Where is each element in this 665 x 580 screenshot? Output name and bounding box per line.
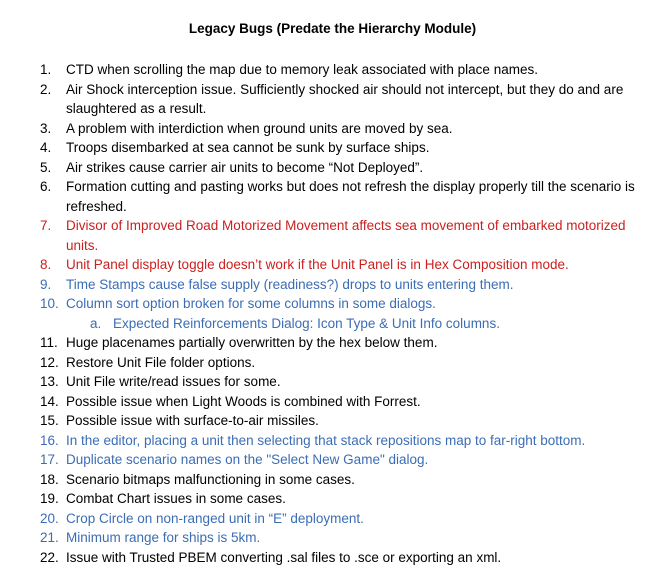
list-item xyxy=(0,372,665,392)
item-text: Possible issue when Light Woods is combined with Forrest. xyxy=(66,393,421,409)
item-number: 14. xyxy=(40,393,59,409)
item-text: A problem with interdiction when ground units are moved by sea. xyxy=(66,120,453,136)
list-item xyxy=(0,275,665,295)
list-item xyxy=(0,80,665,119)
item-text: Huge placenames partially overwritten by the hex below them. xyxy=(66,335,438,350)
list-item xyxy=(0,509,665,529)
item-text: Duplicate scenario names on the "Select New Game" dialog. xyxy=(66,452,429,467)
item-number: 18. xyxy=(40,471,59,487)
list-item xyxy=(0,470,665,490)
item-number: 11. xyxy=(40,335,58,350)
item-number: 12. xyxy=(40,354,59,370)
item-number: 3. xyxy=(40,120,52,136)
item-number: 4. xyxy=(40,140,52,155)
item-text: Unit File write/read issues for some. xyxy=(66,374,281,389)
item-text: Formation cutting and pasting works but does not refresh the display properly till the scenario is refreshed. xyxy=(66,179,635,214)
list-item xyxy=(0,158,665,178)
list-item xyxy=(0,548,665,568)
item-text: Possible issue with surface-to-air missiles. xyxy=(66,413,319,428)
list-item xyxy=(0,138,665,158)
list-item xyxy=(0,431,665,451)
item-text: Issue with Trusted PBEM converting .sal files to .sce or exporting an xml. xyxy=(66,549,502,565)
item-number: 5. xyxy=(40,159,52,175)
item-text: Restore Unit File folder options. xyxy=(66,354,256,370)
list-item xyxy=(0,353,665,373)
item-text: Time Stamps cause false supply (readiness?) drops to units entering them. xyxy=(66,276,514,292)
item-text: Crop Circle on non-ranged unit in “E” deployment. xyxy=(66,510,364,526)
item-number: 19. xyxy=(40,491,59,506)
item-text: Column sort option broken for some columns in some dialogs. xyxy=(66,296,436,311)
list-item xyxy=(0,450,665,470)
item-text: Air strikes cause carrier air units to become “Not Deployed”. xyxy=(66,159,424,175)
item-number: 20. xyxy=(40,510,59,526)
item-number: 15. xyxy=(40,413,59,428)
item-text: Air Shock interception issue. Sufficiently shocked air should not intercept, but they do and are slaughtered as a result. xyxy=(66,81,624,116)
item-text: CTD when scrolling the map due to memory leak associated with place names. xyxy=(66,62,538,77)
list-item xyxy=(0,528,665,548)
list-item xyxy=(0,392,665,412)
item-text: Divisor of Improved Road Motorized Movement affects sea movement of embarked motorized units. xyxy=(66,218,626,253)
item-number: 10. xyxy=(40,296,59,311)
list-item xyxy=(0,216,665,255)
item-text: Scenario bitmaps malfunctioning in some cases. xyxy=(66,471,355,487)
item-number: 17. xyxy=(40,452,59,467)
item-number: 7. xyxy=(40,218,52,233)
item-number: 1. xyxy=(40,62,52,77)
item-text: Combat Chart issues in some cases. xyxy=(66,491,286,506)
item-number: 16. xyxy=(40,432,59,448)
item-number: 8. xyxy=(40,257,52,272)
item-text: Troops disembarked at sea cannot be sunk by surface ships. xyxy=(66,140,430,155)
item-text: In the editor, placing a unit then selecting that stack repositions map to far-right bottom. xyxy=(66,432,586,448)
list-item xyxy=(0,411,665,431)
sub-list-item xyxy=(0,314,665,334)
sub-item-letter: a. xyxy=(90,315,102,331)
sub-item-text: Expected Reinforcements Dialog: Icon Type & Unit Info columns. xyxy=(113,315,500,331)
item-number: 13. xyxy=(40,374,59,389)
item-number: 6. xyxy=(40,179,52,194)
list-item xyxy=(0,489,665,509)
item-text: Unit Panel display toggle doesn’t work if the Unit Panel is in Hex Composition mode. xyxy=(66,257,569,272)
item-text: Minimum range for ships is 5km. xyxy=(66,530,261,545)
item-number: 22. xyxy=(40,549,59,565)
list-item xyxy=(0,119,665,139)
bug-list xyxy=(0,60,665,567)
list-item xyxy=(0,255,665,275)
document-title: Legacy Bugs (Predate the Hierarchy Module) xyxy=(188,21,477,36)
list-item xyxy=(0,333,665,353)
list-item xyxy=(0,177,665,216)
item-number: 21. xyxy=(40,530,59,545)
list-item xyxy=(0,60,665,80)
item-number: 2. xyxy=(40,81,52,97)
list-item xyxy=(0,294,665,314)
item-number: 9. xyxy=(40,276,52,292)
